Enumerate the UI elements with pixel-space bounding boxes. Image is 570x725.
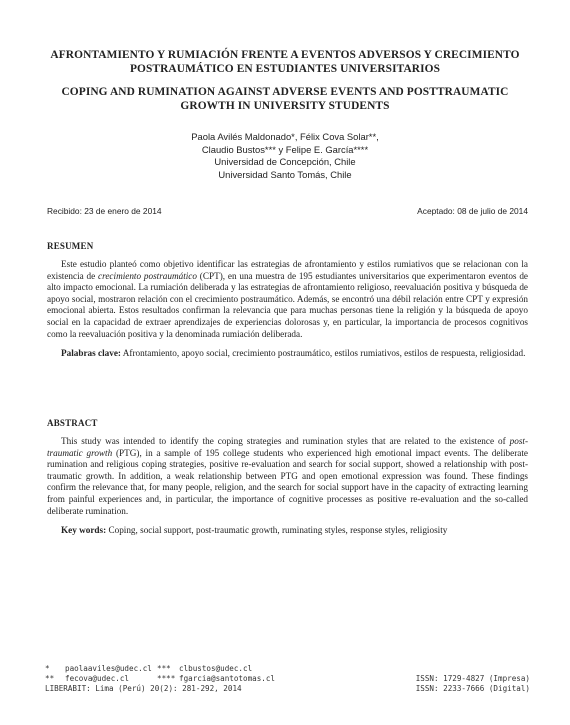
abstract-heading: ABSTRACT: [47, 418, 98, 428]
authors-line-2: Claudio Bustos*** y Felipe E. García****: [201, 143, 369, 155]
title-block: [40, 48, 530, 113]
footer-bottom-line: [45, 684, 530, 694]
affiliation-1: Universidad de Concepción, Chile: [214, 156, 356, 167]
resumen-text-part-2: (CPT), en una muestra de 195 estudiantes universitarios que experimentaron eventos de alto impacto emocional. La rumiación deliberada y las estrategias de afrontamiento religioso, reevaluación positiva y búsqueda de apoyo social, mostraron relación con el crecimiento postraumático. Además, se encontró una débil relación entre CPT y expresión emocional abierta. Estos resultados confirman la relevancia que para muchas personas tiene la religión y la búsqueda de apoyo social en la capacidad de extraer aprendizajes de experiencias dolorosas y, en particular, la importancia de procesos cognitivos como la reevaluación positiva y la denominada rumiación deliberada.: [47, 270, 528, 339]
footnote-1-mark: *: [45, 664, 50, 673]
footnote-row-2: [45, 674, 530, 684]
abstract-text-italic: post-traumatic growth: [47, 436, 528, 458]
affiliation-2: Universidad Santo Tomás, Chile: [218, 168, 352, 180]
abstract-keywords-label: Key words:: [61, 525, 107, 536]
footnote-2-mark: **: [45, 674, 55, 683]
footnote-row-1: [45, 664, 530, 674]
abstract-text-part-2: (PTG), in a sample of 195 college students who experienced high emotional impact events. The deliberate rumination and religious coping strategies, positive re-evaluation and search for social support, showed a relationship with post-traumatic growth. In addition, a weak relationship between PTG and open emotional expression was found. These findings confirm the relevance that, for many people, religion, and the search for social support have in the capacity of extracting learning from painful experiences and, in particular, the importance of cognitive processes as positive re-evaluation and the so-called deliberate rumination.: [47, 447, 528, 516]
footnote-1-email: paolaaviles@udec.cl: [65, 664, 152, 673]
footer: [45, 664, 530, 694]
abstract-text: [47, 436, 528, 517]
abstract-keywords: [47, 525, 528, 537]
resumen-section: [47, 241, 528, 360]
abstract-keywords-list: Coping, social support, post-traumatic growth, ruminating styles, response styles, religiosity: [106, 525, 448, 536]
resumen-keywords-list: Afrontamiento, apoyo social, crecimiento postraumático, estilos rumiativos, estilos de respuesta, religiosidad.: [120, 348, 526, 359]
authors-block: [40, 131, 530, 181]
resumen-text: [47, 259, 528, 340]
resumen-heading: RESUMEN: [47, 241, 94, 251]
resumen-keywords-label: Palabras clave:: [61, 348, 121, 359]
issn-digital: ISSN: 2233-7666 (Digital): [415, 684, 530, 693]
footnote-4-mark: ****: [157, 674, 176, 683]
resumen-text-part-1: Este estudio planteó como objetivo identificar las estrategias de afrontamiento y estilos rumiativos que se relacionan con la existencia de: [47, 259, 528, 281]
footnote-2-email: fecova@udec.cl: [65, 674, 130, 683]
resumen-keywords: [47, 348, 528, 360]
issn-print: ISSN: 1729-4827 (Impresa): [415, 674, 530, 683]
journal-citation: LIBERABIT: Lima (Perú) 20(2): 281-292, 2014: [45, 684, 242, 693]
accepted-date: Aceptado: 08 de julio de 2014: [417, 206, 528, 216]
authors-line-1: Paola Avilés Maldonado*, Félix Cova Solar**,: [191, 131, 379, 142]
received-date: Recibido: 23 de enero de 2014: [47, 206, 162, 216]
resumen-text-italic: crecimiento postraumático: [98, 270, 197, 281]
footnote-3-mark: ***: [157, 664, 171, 673]
abstract-section: [47, 418, 528, 537]
title-english: COPING AND RUMINATION AGAINST ADVERSE EVENTS AND POSTTRAUMATIC GROWTH IN UNIVERSITY STUDENTS: [61, 86, 509, 112]
footnote-4-email: fgarcia@santotomas.cl: [179, 674, 276, 683]
abstract-text-part-1: This study was intended to identify the coping strategies and rumination styles that are related to the existence of: [61, 436, 510, 446]
title-spanish: AFRONTAMIENTO Y RUMIACIÓN FRENTE A EVENTOS ADVERSOS Y CRECIMIENTO POSTRAUMÁTICO EN ESTUDIANTES UNIVERSITARIOS: [50, 49, 520, 75]
footnote-3-email: clbustos@udec.cl: [179, 664, 253, 673]
